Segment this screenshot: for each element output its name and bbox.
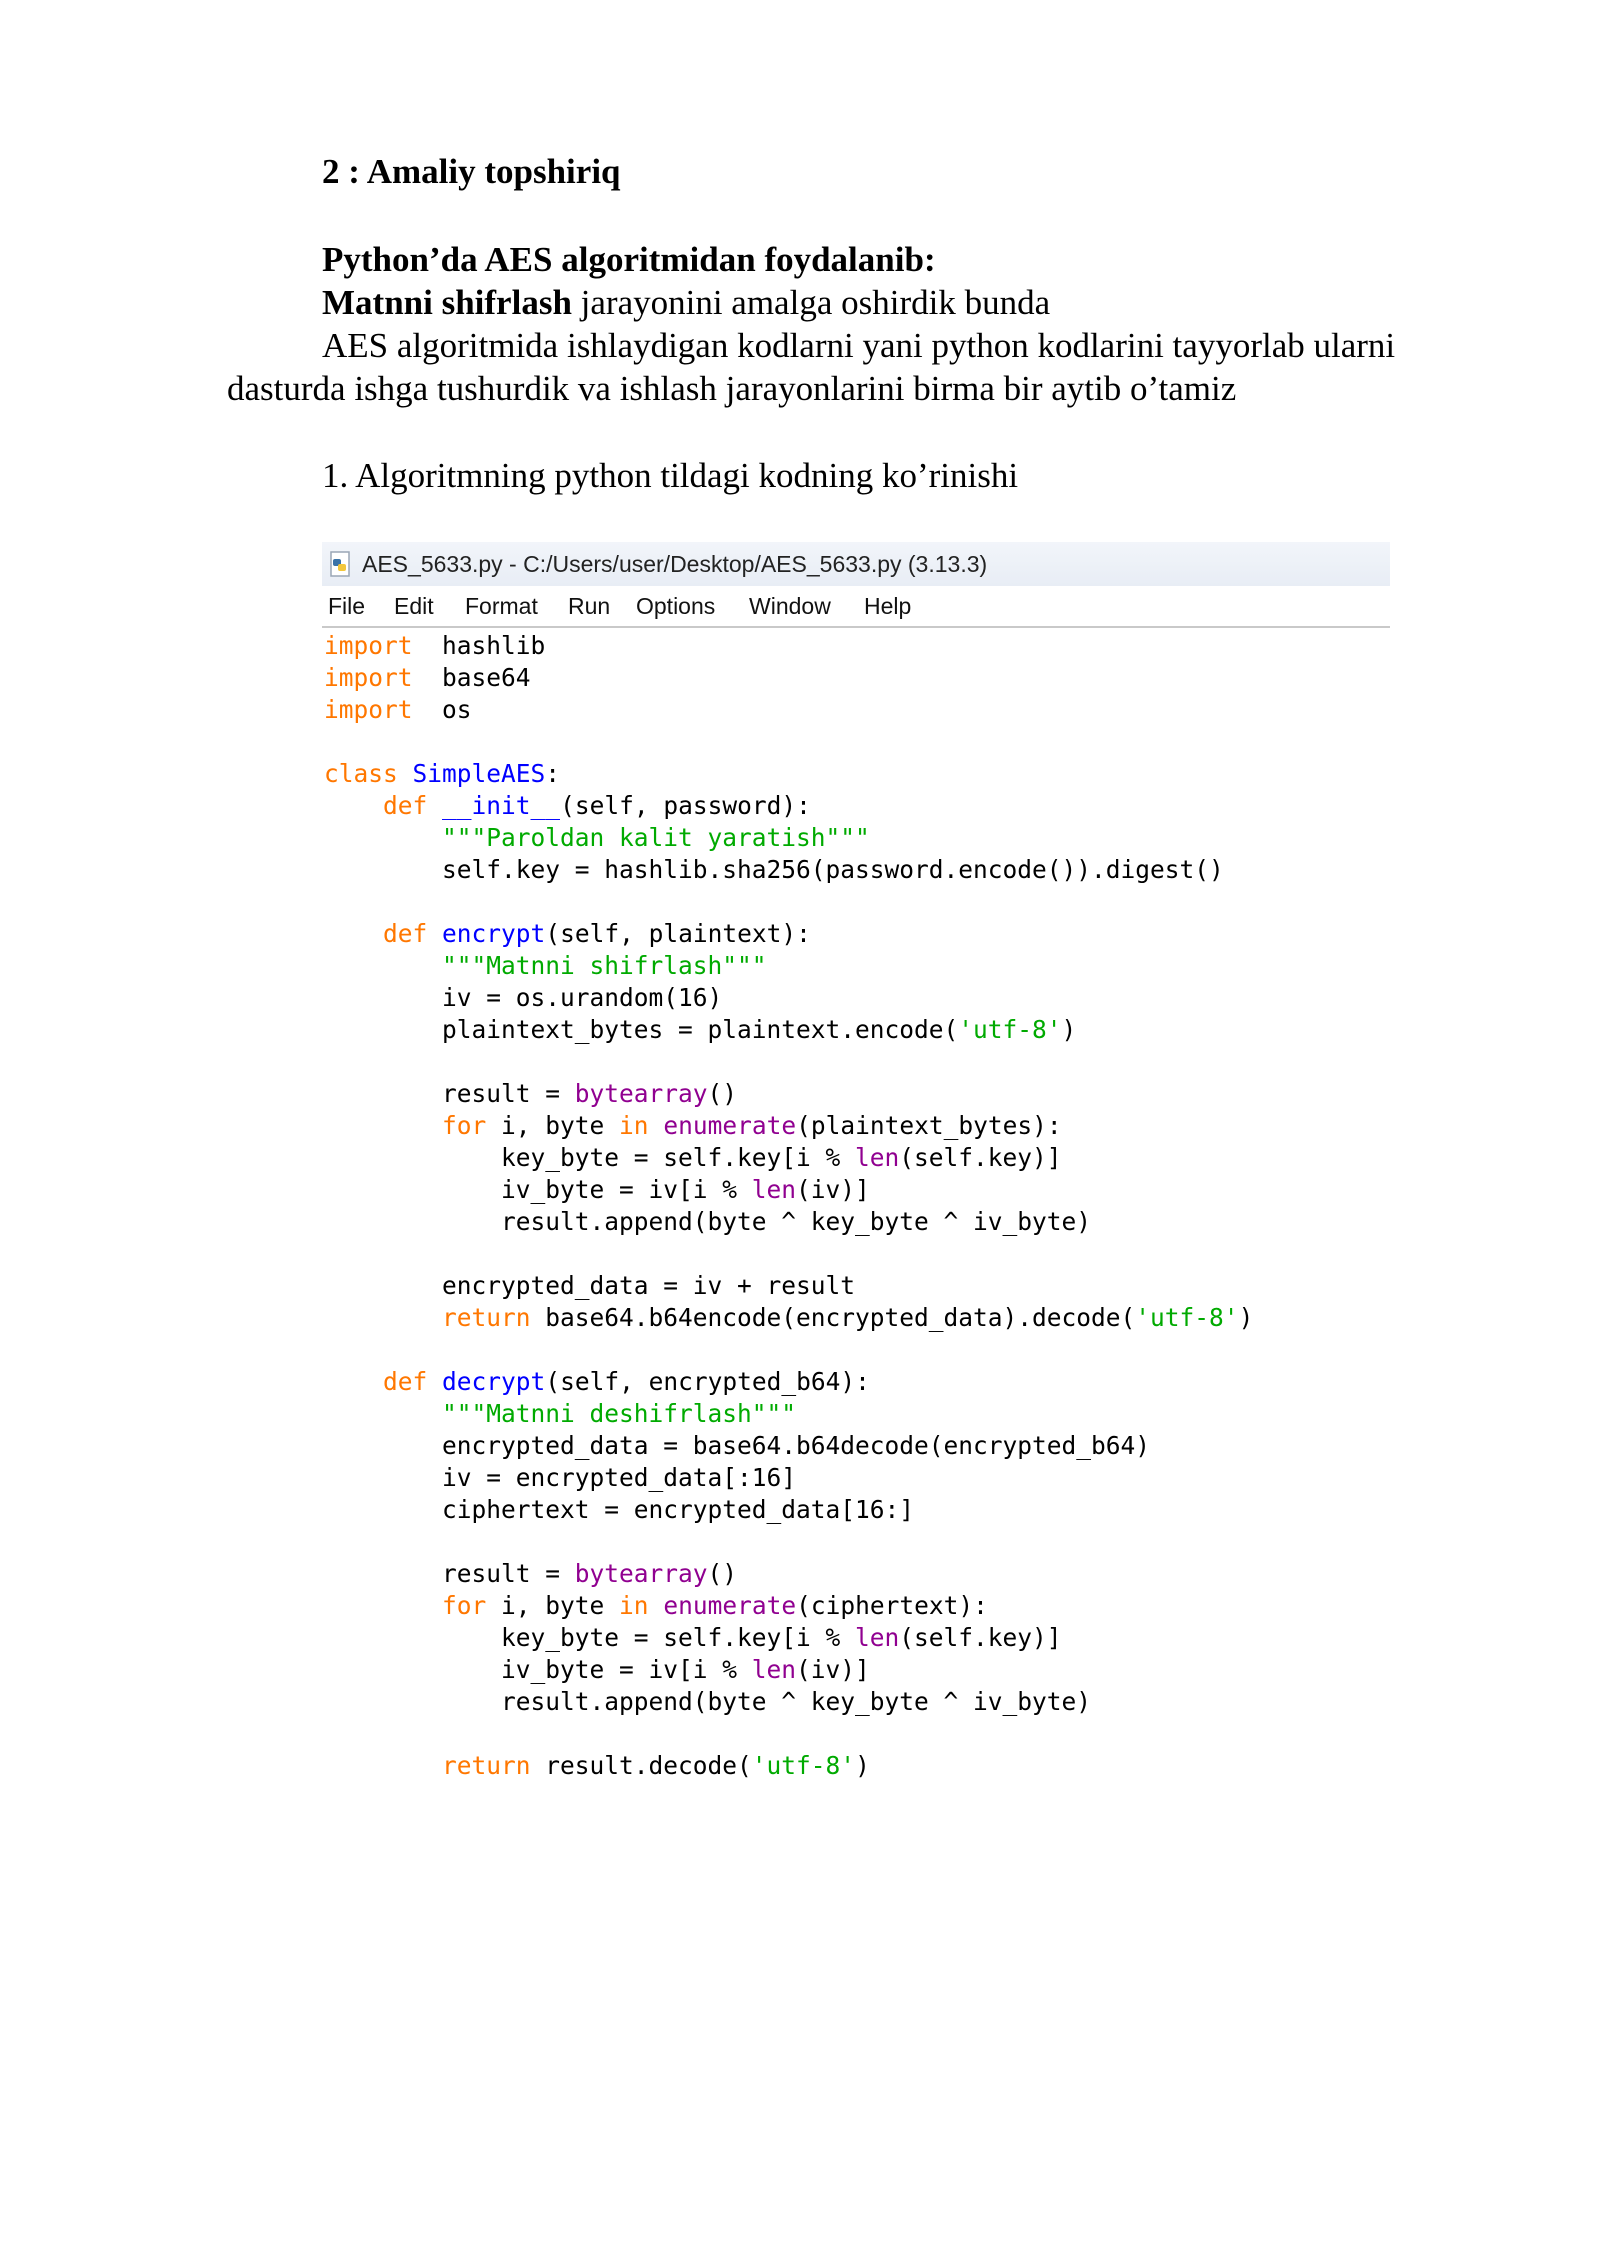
code-line: [324, 1174, 870, 1206]
menu-run[interactable]: Run: [568, 593, 611, 619]
code-token: (iv)]: [796, 1175, 870, 1204]
code-token: (self, encrypted_b64):: [545, 1367, 870, 1396]
line-1-bold-text: Matnni shifrlash: [322, 283, 572, 322]
document-line-1: [322, 281, 1050, 324]
code-token-kw: def: [383, 919, 428, 948]
code-line: [324, 982, 722, 1014]
code-token: [324, 1111, 442, 1140]
code-token-st: """Paroldan kalit yaratish""": [442, 823, 870, 852]
code-token-kw: def: [383, 1367, 428, 1396]
code-token: (iv)]: [796, 1655, 870, 1684]
code-token: plaintext_bytes = plaintext.encode(: [324, 1015, 959, 1044]
code-token: (self.key)]: [899, 1143, 1062, 1172]
code-line: [324, 630, 545, 662]
code-token-kw: def: [383, 791, 428, 820]
code-line: [324, 1398, 796, 1430]
code-line: [324, 758, 560, 790]
code-line: [324, 1078, 737, 1110]
menu-bar: [322, 586, 1390, 628]
code-token: result =: [324, 1559, 575, 1588]
code-token-fn: encrypt: [442, 919, 546, 948]
paragraph-line-2: dasturda ishga tushurdik va ishlash jarayonlarini birma bir aytib o’tamiz: [227, 369, 1237, 408]
paragraph-line-1: AES algoritmida ishlaydigan kodlarni yani python kodlarini tayyorlab ularni: [322, 326, 1396, 365]
code-token: iv_byte = iv[i %: [324, 1175, 752, 1204]
window-titlebar[interactable]: [322, 542, 1390, 586]
code-token: [649, 1591, 664, 1620]
menu-help[interactable]: Help: [864, 593, 912, 619]
code-line: [324, 918, 811, 950]
code-token-bi: len: [855, 1623, 900, 1652]
code-token: ciphertext = encrypted_data[16:]: [324, 1495, 915, 1524]
code-token: hashlib: [412, 631, 546, 660]
code-token: [427, 919, 442, 948]
code-token: [324, 919, 383, 948]
code-token: [324, 951, 442, 980]
code-token-fn: decrypt: [442, 1367, 546, 1396]
code-token: [324, 823, 442, 852]
code-token: result.decode(: [530, 1751, 752, 1780]
code-token: (plaintext_bytes):: [796, 1111, 1062, 1140]
idle-editor-window: [322, 542, 1390, 1802]
code-token-kw: class: [324, 759, 398, 788]
code-token: iv = os.urandom(16): [324, 983, 723, 1012]
code-token-kw: return: [442, 1303, 531, 1332]
code-token: [324, 1303, 442, 1332]
code-token: os: [412, 695, 472, 724]
line-1-rest-text: jarayonini amalga oshirdik bunda: [571, 283, 1051, 322]
code-token: self.key = hashlib.sha256(password.encode()).digest(): [324, 855, 1224, 884]
code-token-kw: import: [324, 631, 413, 660]
code-line: [324, 1750, 870, 1782]
code-token: ): [1061, 1015, 1077, 1044]
code-token-kw: for: [442, 1591, 487, 1620]
code-token: ): [1238, 1303, 1254, 1332]
code-token: [324, 1591, 442, 1620]
code-token: [649, 1111, 664, 1140]
code-token: (): [707, 1079, 738, 1108]
code-line: [324, 1654, 870, 1686]
code-token: [324, 1751, 442, 1780]
code-line: [324, 1366, 870, 1398]
code-token: (self, plaintext):: [545, 919, 811, 948]
code-token: (): [707, 1559, 738, 1588]
code-token-st: 'utf-8': [958, 1015, 1062, 1044]
code-token: result.append(byte ^ key_byte ^ iv_byte): [324, 1687, 1092, 1716]
code-line: [324, 854, 1224, 886]
code-token-bi: enumerate: [663, 1591, 797, 1620]
code-token-fn: __init__: [442, 791, 561, 820]
code-token-kw: return: [442, 1751, 531, 1780]
code-token: key_byte = self.key[i %: [324, 1143, 856, 1172]
menu-window[interactable]: Window: [749, 593, 831, 619]
code-line: [324, 1110, 1062, 1142]
code-line: [324, 662, 531, 694]
code-token: [398, 759, 413, 788]
code-token: [427, 791, 442, 820]
code-line: [324, 1590, 988, 1622]
code-line: [324, 1014, 1076, 1046]
code-line: [324, 1206, 1091, 1238]
code-line: [324, 1142, 1062, 1174]
code-token-fn: SimpleAES: [412, 759, 546, 788]
code-token: i, byte: [486, 1111, 620, 1140]
code-token-bi: len: [855, 1143, 900, 1172]
code-token: encrypted_data = iv + result: [324, 1271, 856, 1300]
code-line: [324, 1270, 855, 1302]
code-line: [324, 1686, 1091, 1718]
document-subheading: Python’da AES algoritmidan foydalanib:: [322, 240, 936, 279]
code-line: [324, 1430, 1150, 1462]
code-line: [324, 1558, 737, 1590]
code-token-st: 'utf-8': [751, 1751, 856, 1780]
menu-edit[interactable]: Edit: [394, 593, 434, 619]
code-token: (self.key)]: [899, 1623, 1062, 1652]
code-token: [324, 1399, 442, 1428]
code-token: iv_byte = iv[i %: [324, 1655, 752, 1684]
code-token: :: [545, 759, 561, 788]
code-line: [324, 822, 870, 854]
code-editor[interactable]: [322, 630, 1390, 1800]
menu-options[interactable]: Options: [636, 593, 716, 619]
code-token: [324, 791, 383, 820]
window-title: AES_5633.py - C:/Users/user/Desktop/AES_5633.py (3.13.3): [362, 551, 988, 577]
document-heading: 2 : Amaliy topshiriq: [322, 152, 621, 191]
code-token-kw: in: [619, 1111, 649, 1140]
code-token: key_byte = self.key[i %: [324, 1623, 856, 1652]
code-token: i, byte: [486, 1591, 620, 1620]
code-line: [324, 1622, 1062, 1654]
code-line: [324, 1462, 796, 1494]
list-item-1: 1. Algoritmning python tildagi kodning ko’rinishi: [322, 456, 1019, 495]
code-token: base64: [412, 663, 531, 692]
code-token-kw: import: [324, 695, 413, 724]
code-token: (self, password):: [560, 791, 811, 820]
code-line: [324, 1302, 1253, 1334]
code-token: result =: [324, 1079, 575, 1108]
menu-file[interactable]: File: [328, 593, 366, 619]
menu-format[interactable]: Format: [465, 593, 538, 619]
code-token: (ciphertext):: [796, 1591, 988, 1620]
code-token-st: """Matnni shifrlash""": [442, 951, 767, 980]
code-token: base64.b64encode(encrypted_data).decode(: [530, 1303, 1136, 1332]
code-token: [427, 1367, 442, 1396]
code-line: [324, 950, 767, 982]
code-line: [324, 1494, 914, 1526]
code-token: iv = encrypted_data[:16]: [324, 1463, 797, 1492]
code-token-bi: enumerate: [663, 1111, 797, 1140]
code-line: [324, 790, 811, 822]
code-token-bi: bytearray: [574, 1079, 708, 1108]
code-token-st: """Matnni deshifrlash""": [442, 1399, 797, 1428]
code-token: result.append(byte ^ key_byte ^ iv_byte): [324, 1207, 1092, 1236]
code-token-bi: bytearray: [574, 1559, 708, 1588]
code-token-kw: for: [442, 1111, 487, 1140]
code-token-kw: import: [324, 663, 413, 692]
code-token-bi: len: [751, 1175, 797, 1204]
python-file-icon: [328, 551, 352, 577]
code-token: ): [855, 1751, 870, 1780]
code-token: encrypted_data = base64.b64decode(encrypted_b64): [324, 1431, 1151, 1460]
code-token-kw: in: [619, 1591, 649, 1620]
code-line: [324, 694, 472, 726]
code-token-bi: len: [751, 1655, 797, 1684]
code-token-st: 'utf-8': [1135, 1303, 1239, 1332]
code-token: [324, 1367, 383, 1396]
